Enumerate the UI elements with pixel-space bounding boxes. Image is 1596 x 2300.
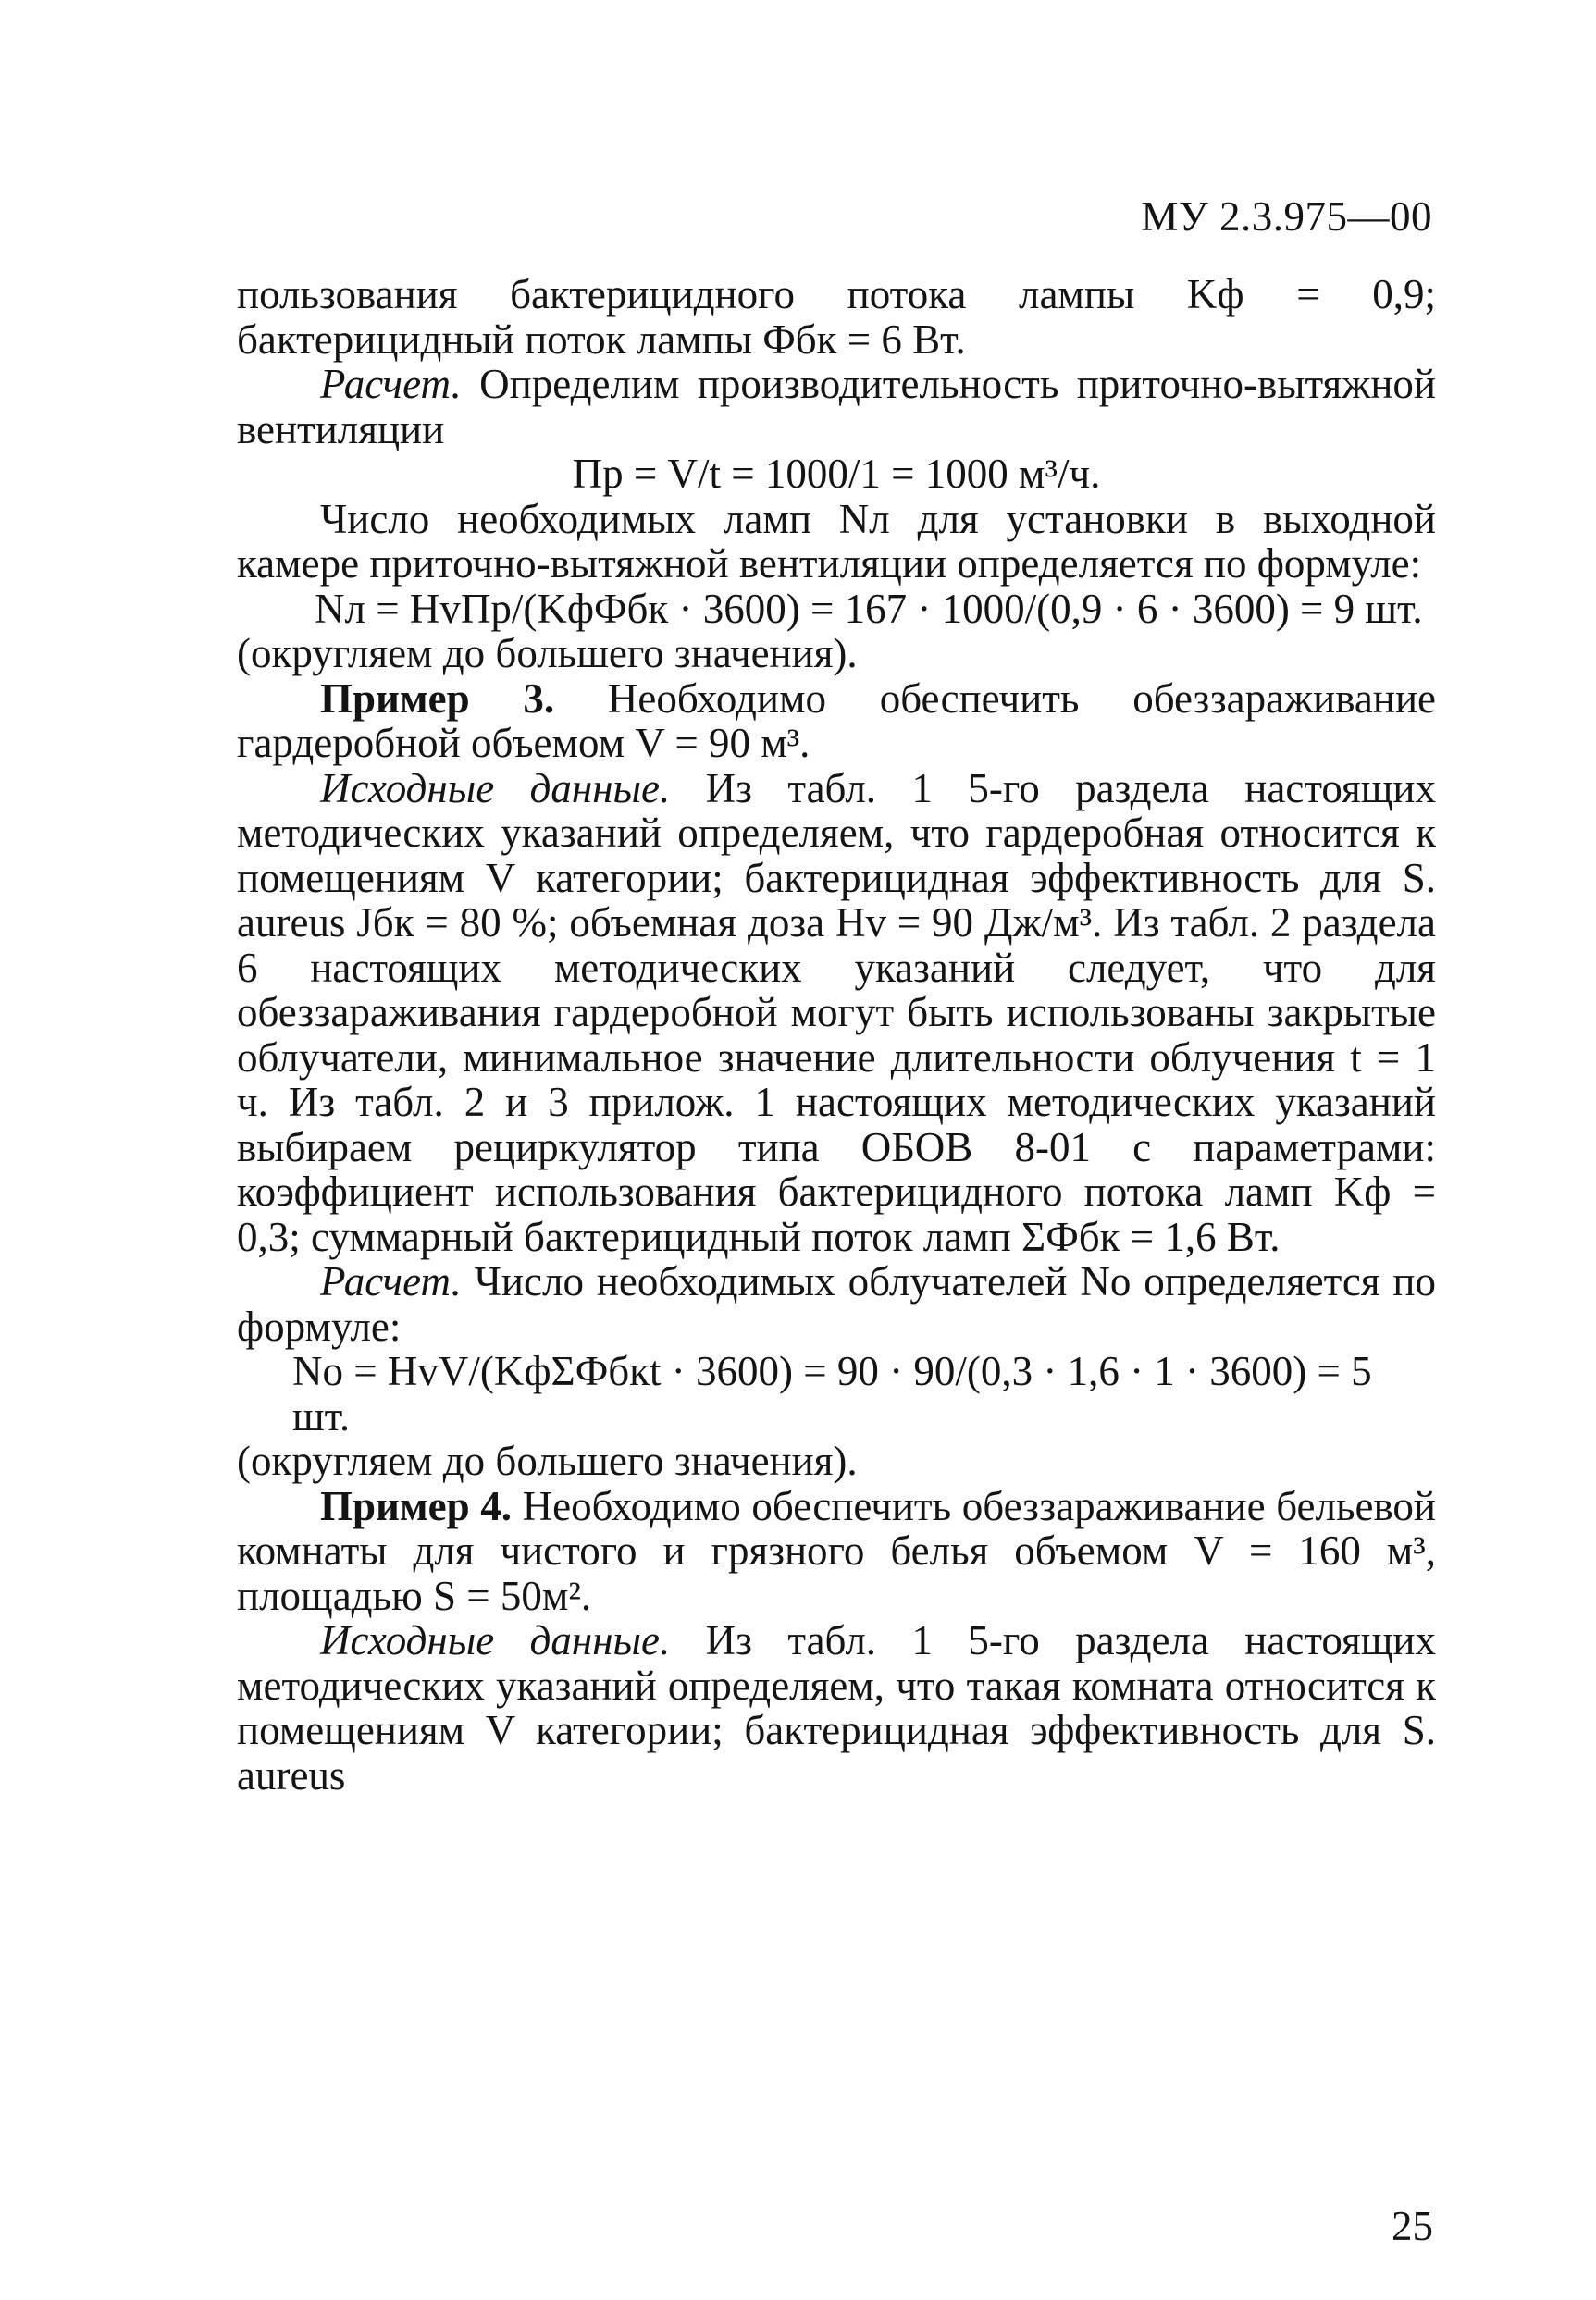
- formula-ventilation: Пр = V/t = 1000/1 = 1000 м³/ч.: [572, 451, 1101, 497]
- document-code: МУ 2.3.975—00: [1141, 193, 1432, 240]
- source-data-label: Исходные данные.: [320, 1617, 671, 1663]
- example-4-label: Пример 4.: [320, 1482, 513, 1529]
- page-number: 25: [1392, 2203, 1433, 2249]
- page-body: [237, 272, 1436, 1798]
- formula-lamp-count: Nл = HvПр/(KфФбк · 3600) = 167 · 1000/(0,9 · 6 · 3600) = 9 шт.: [315, 585, 1423, 632]
- rounding-note: (округляем до большего значения).: [237, 1438, 858, 1484]
- calculation-text: Определим производительность приточно-вытяжной вентиляции: [237, 361, 1436, 452]
- calculation-label: Расчет.: [320, 361, 462, 407]
- example-4-paragraph: [237, 1484, 1436, 1619]
- example-3-calculation-paragraph: [237, 1259, 1436, 1349]
- formula-irradiator-count: Nо = HvV/(KфΣФбкt · 3600) = 90 · 90/(0,3 · 1,6 · 1 · 3600) = 5 шт.: [292, 1348, 1372, 1440]
- paragraph-continued: пользования бактерицидного потока лампы Kф = 0,9; бактерицидный поток лампы Фбк = 6 Вт.: [237, 271, 1436, 363]
- calculation-paragraph: [237, 362, 1436, 451]
- source-data-text: Из табл. 1 5-го раздела настоящих методических указаний определяем, что такая комната относится к помещениям V категории; бактерицидная эффективность для S. aureus: [237, 1617, 1436, 1799]
- example-3-source-paragraph: [237, 766, 1436, 1260]
- example-4-text: Необходимо обеспечить обеззараживание бельевой комнаты для чистого и грязного белья объемом V = 160 м³, площадью S = 50м².: [237, 1482, 1436, 1619]
- example-3-label: Пример 3.: [320, 674, 555, 722]
- calculation-label: Расчет.: [320, 1258, 462, 1305]
- rounding-note: (округляем до большего значения).: [237, 630, 858, 676]
- calculation-text: Число необходимых облучателей Nо определяется по формуле:: [237, 1258, 1436, 1350]
- example-3-text: Необходимо обеспечить обеззараживание гардеробной объемом V = 90 м³.: [237, 674, 1436, 766]
- example-4-source-paragraph: [237, 1618, 1436, 1798]
- source-data-label: Исходные данные.: [320, 764, 671, 811]
- example-3-paragraph: [237, 676, 1436, 766]
- source-data-text: Из табл. 1 5-го раздела настоящих методических указаний определяем, что гардеробная относится к помещениям V категории; бактерицидная эффективность для S. aureus Jбк = 80 %; объемная доза Hv = 90 Дж/м³. Из табл. 2 раздела 6 настоящих методических указаний следует, что для обеззараживания гардеробной могут быть использованы закрытые облучатели, минимальное значение длительности облучения t = 1 ч. Из табл. 2 и 3 прилож. 1 настоящих методических указаний выбираем рециркулятор типа ОБОВ 8-01 с параметрами: коэффициент использования бактерицидного потока ламп Kф = 0,3; суммарный бактерицидный поток ламп ΣФбк = 1,6 Вт.: [237, 764, 1436, 1260]
- lamp-count-paragraph: Число необходимых ламп Nл для установки в выходной камере приточно-вытяжной вентиляции определяется по формуле:: [237, 495, 1436, 587]
